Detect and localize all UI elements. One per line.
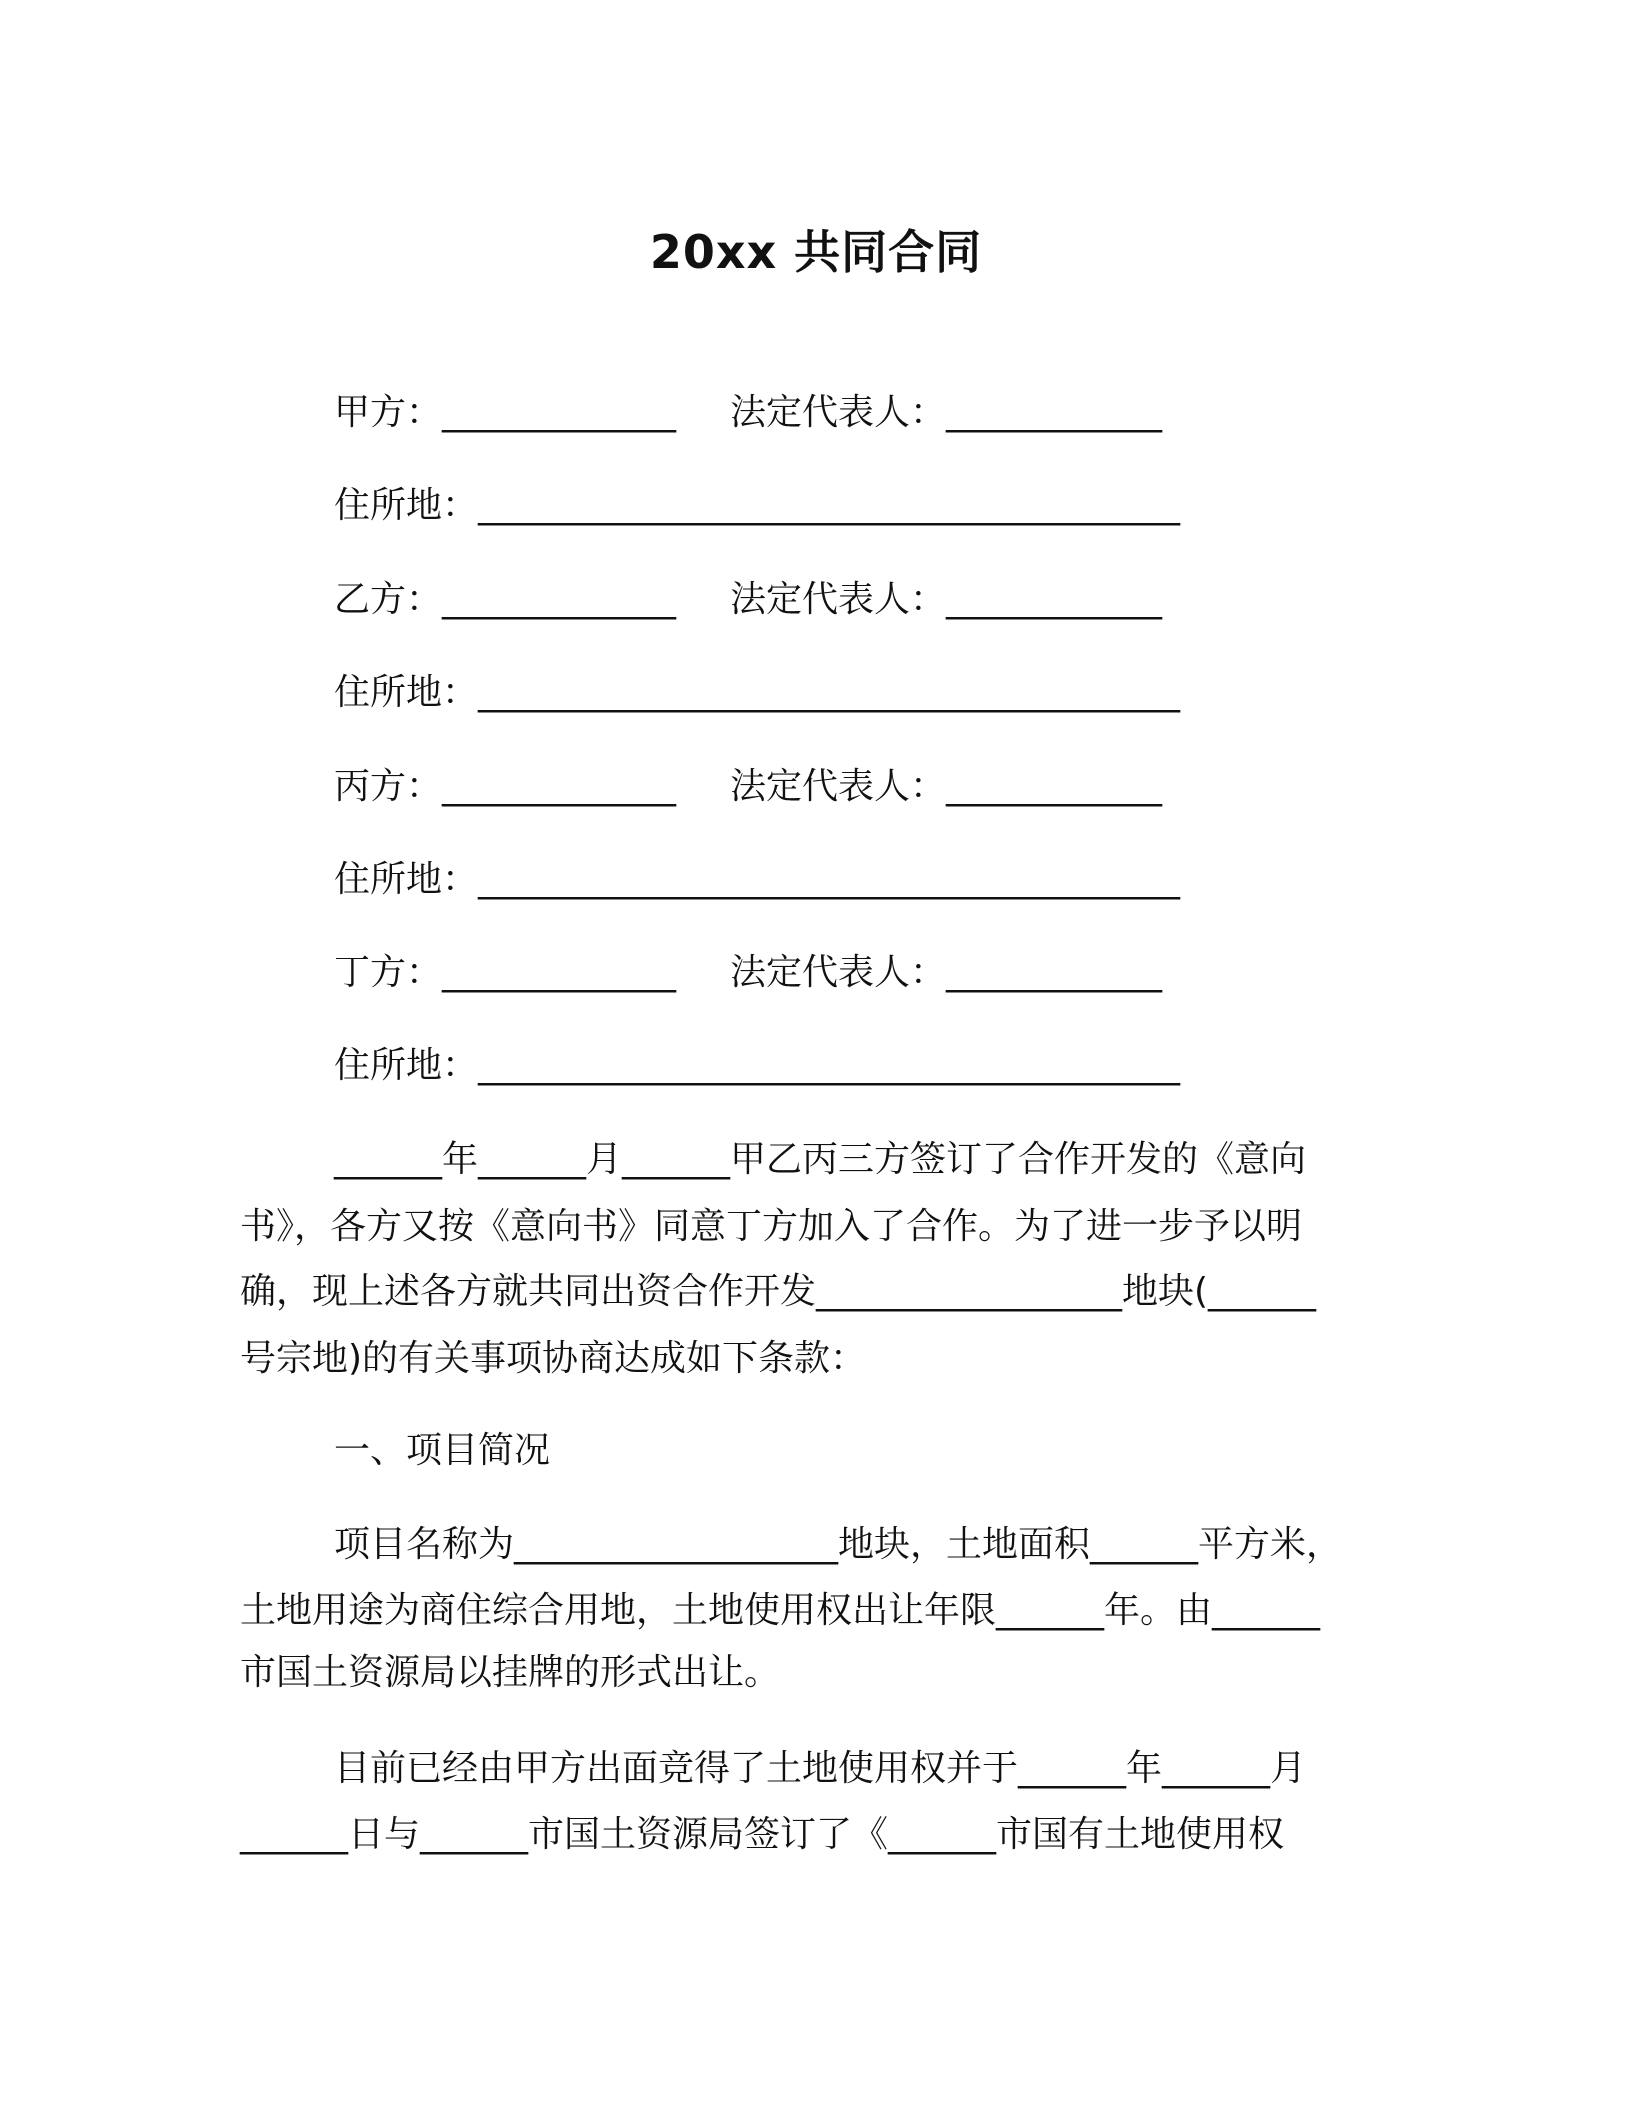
paragraph-line: 市国土资源局以挂牌的形式出让。 [240, 1652, 781, 1693]
intro-line: 确，现上述各方就共同出资合作开发_________________地块(______ [240, 1271, 1317, 1312]
party-d-address-line: 住所地：_______________________________________ [334, 1045, 1181, 1086]
party-c-line: 丙方：_____________ [334, 766, 677, 807]
section-heading: 一、项目简况 [334, 1430, 551, 1471]
party-d-line: 丁方：_____________ [334, 952, 677, 993]
paragraph-line: 目前已经由甲方出面竞得了土地使用权并于______年______月 [334, 1748, 1307, 1789]
paragraph-line: 土地用途为商住综合用地，土地使用权出让年限______年。由______ [240, 1590, 1321, 1631]
party-c-address-line: 住所地：_______________________________________ [334, 859, 1181, 900]
party-a-line: 甲方：_____________ [334, 392, 677, 433]
party-d-rep-line: 法定代表人：____________ [730, 952, 1163, 993]
party-a-address-line: 住所地：_______________________________________ [334, 485, 1181, 526]
intro-line: 号宗地)的有关事项协商达成如下条款： [240, 1338, 867, 1379]
party-a-rep-line: 法定代表人：____________ [730, 392, 1163, 433]
party-b-line: 乙方：_____________ [334, 579, 677, 620]
document-title: 20xx 共同合同 [649, 225, 983, 279]
paragraph-line: 项目名称为__________________地块，土地面积______平方米， [334, 1524, 1343, 1565]
party-c-rep-line: 法定代表人：____________ [730, 766, 1163, 807]
intro-line: ______年______月______甲乙丙三方签订了合作开发的《意向 [334, 1139, 1307, 1180]
paragraph-line: ______日与______市国土资源局签订了《______市国有土地使用权 [240, 1814, 1285, 1855]
intro-line: 书》，各方又按《意向书》同意丁方加入了合作。为了进一步予以明 [240, 1206, 1303, 1247]
party-b-address-line: 住所地：_______________________________________ [334, 672, 1181, 713]
party-b-rep-line: 法定代表人：____________ [730, 579, 1163, 620]
